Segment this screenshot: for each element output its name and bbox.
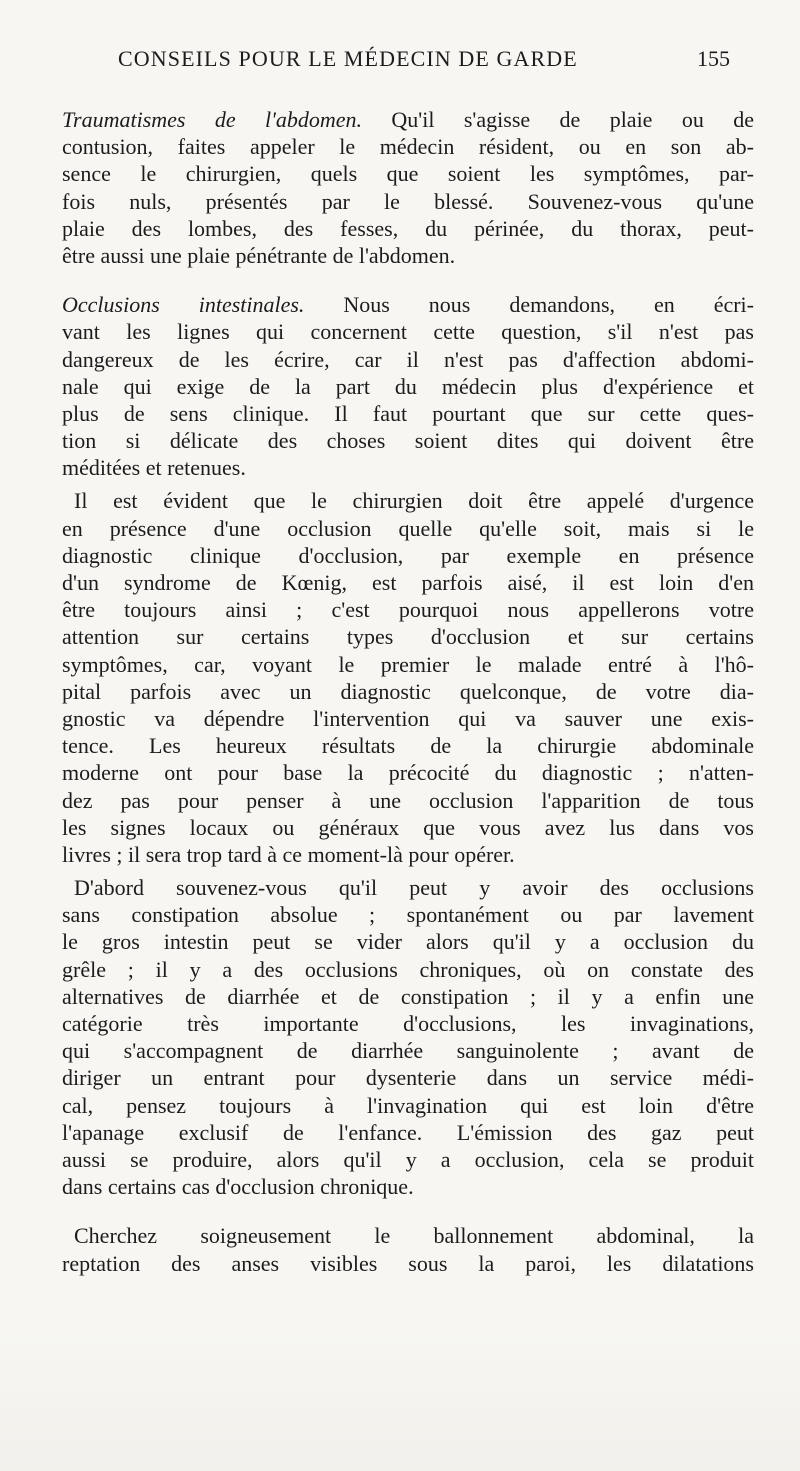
paragraph-gap [62,1200,754,1222]
text-line [62,956,754,983]
line-text: Nous nous demandons, en écri- [304,292,754,318]
text-line [62,215,754,242]
line-text: dans certains cas d'occlusion chronique. [62,1174,414,1200]
line-text: vant les lignes qui concernent cette question, s'il n'est pas [62,319,754,345]
text-line [62,874,754,901]
text-line [62,928,754,955]
line-text: tence. Les heureux résultats de la chirurgie abdominale [62,733,754,759]
line-text: dez pas pour penser à une occlusion l'apparition de tous [62,787,754,813]
section-heading-italic: Occlusions intestinales. [62,292,305,318]
text-line [62,1119,754,1146]
paragraph [62,106,754,269]
line-text: sans constipation absolue ; spontanément ou par lavement [62,902,754,928]
text-line [62,983,754,1010]
text-line [62,106,754,133]
body-text [62,106,754,1277]
line-text: d'un syndrome de Kœnig, est parfois aisé, il est loin d'en [62,570,754,595]
line-text: dangereux de les écrire, car il n'est pas d'affection abdomi- [62,346,754,372]
text-line [62,318,754,345]
line-text: cal, pensez toujours à l'invagination qui est loin d'être [62,1092,754,1118]
line-text: alternatives de diarrhée et de constipation ; il y a enfin une [62,983,754,1009]
line-text: en présence d'une occlusion quelle qu'elle soit, mais si le [62,515,754,541]
text-line [62,373,754,400]
text-line [62,1037,754,1064]
line-text: les signes locaux ou généraux que vous avez lus dans vos [62,814,754,840]
line-text: grêle ; il y a des occlusions chroniques, où on constate des [62,956,754,982]
text-line [62,427,754,454]
text-line [62,346,754,373]
line-text: livres ; il sera trop tard à ce moment-là pour opérer. [62,841,515,867]
paragraph [62,874,754,1200]
text-line [62,1092,754,1119]
text-line [62,787,754,814]
paragraph-gap [62,269,754,291]
line-text: fois nuls, présentés par le blessé. Souvenez-vous qu'une [62,188,754,214]
text-line [62,400,754,427]
line-text: Qu'il s'agisse de plaie ou de [362,107,754,132]
line-text: l'apanage exclusif de l'enfance. L'émission des gaz peut [62,1119,754,1145]
text-line [62,759,754,786]
text-line [62,133,754,160]
line-text: qui s'accompagnent de diarrhée sanguinolente ; avant de [62,1038,754,1064]
text-line [62,705,754,732]
text-line [62,487,754,514]
line-text: sence le chirurgien, quels que soient les symptômes, par- [62,161,754,187]
paragraph [62,1222,754,1276]
text-line [62,623,754,650]
line-text: le gros intestin peut se vider alors qu'il y a occlusion du [62,929,754,955]
running-head: CONSEILS POUR LE MÉDECIN DE GARDE [118,46,578,71]
line-text: être toujours ainsi ; c'est pourquoi nous appellerons votre [62,597,754,623]
line-text: diagnostic clinique d'occlusion, par exemple en présence [62,542,754,568]
text-line [62,291,754,318]
page-number: 155 [697,46,730,71]
text-line [62,1010,754,1037]
line-text: être aussi une plaie pénétrante de l'abdomen. [62,242,456,268]
line-text: tion si délicate des choses soient dites qui doivent être [62,428,754,454]
line-text: pital parfois avec un diagnostic quelconque, de votre dia- [62,678,754,704]
text-line [62,569,754,596]
line-text: D'abord souvenez-vous qu'il peut y avoir des occlusions [74,875,754,901]
line-text: moderne ont pour base la précocité du diagnostic ; n'atten- [62,760,754,786]
line-text: plus de sens clinique. Il faut pourtant que sur cette ques- [62,400,754,426]
paragraph [62,487,754,868]
text-line [62,160,754,187]
line-text: plaie des lombes, des fesses, du périnée, du thorax, peut- [62,215,754,241]
line-text: nale qui exige de la part du médecin plus d'expérience et [62,373,754,399]
text-line [62,732,754,759]
paragraph [62,291,754,481]
line-text: symptômes, car, voyant le premier le malade entré à l'hô- [62,651,754,677]
text-line [62,1146,754,1173]
line-text: aussi se produire, alors qu'il y a occlusion, cela se produit [62,1146,754,1172]
text-line [62,242,754,269]
line-text: contusion, faites appeler le médecin résident, ou en son ab- [62,134,754,160]
line-text: catégorie très importante d'occlusions, les invaginations, [62,1011,754,1036]
text-line [62,1173,754,1200]
line-text: reptation des anses visibles sous la paroi, les dilatations [62,1250,754,1276]
text-line [62,454,754,481]
line-text: attention sur certains types d'occlusion et sur certains [62,624,754,650]
line-text: Il est évident que le chirurgien doit être appelé d'urgence [74,488,754,514]
section-heading-italic: Traumatismes de l'abdomen. [62,107,362,132]
line-text: gnostic va dépendre l'intervention qui va sauver une exis- [62,705,754,731]
text-line [62,1064,754,1091]
text-line [62,596,754,623]
line-text: diriger un entrant pour dysenterie dans un service médi- [62,1065,754,1091]
text-line [62,515,754,542]
text-line [62,901,754,928]
text-line [62,542,754,569]
page-edge-shading [0,1331,800,1471]
text-line [62,1222,754,1249]
text-line [62,678,754,705]
line-text: Cherchez soigneusement le ballonnement abdominal, la [74,1223,754,1249]
text-line [62,841,754,868]
text-line [62,814,754,841]
text-line [62,188,754,215]
text-line [62,1250,754,1277]
line-text: méditées et retenues. [62,455,246,481]
page-header [118,46,730,80]
text-line [62,651,754,678]
